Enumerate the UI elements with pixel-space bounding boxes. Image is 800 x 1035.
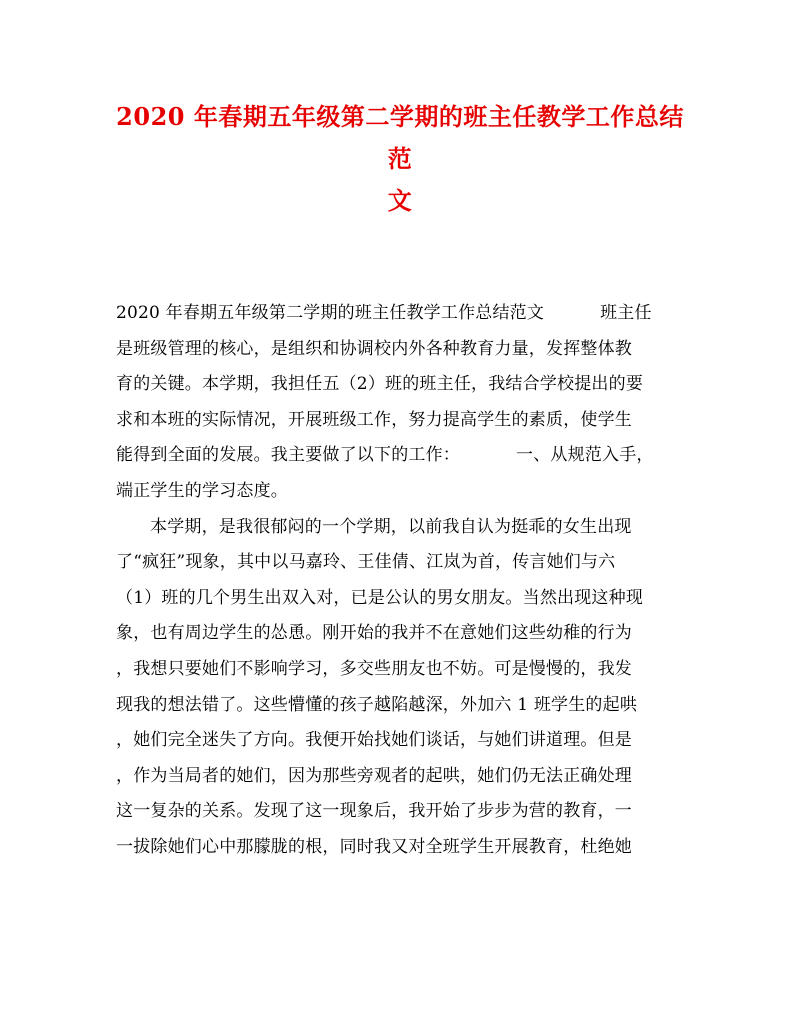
paragraph-2-line: ，我想只要她们不影响学习，多交些朋友也不妨。可是慢慢的，我发 [116,658,632,679]
paragraph-2 [116,510,686,866]
paragraph-1-line-text: 2020 年春期五年级第二学期的班主任教学工作总结范文 [116,303,545,323]
paragraph-2-line: 现我的想法错了。这些懵懂的孩子越陷越深，外加六 1 班学生的起哄 [116,694,638,715]
paragraph-2-line: 象，也有周边学生的怂恿。刚开始的我并不在意她们这些幼稚的行为 [116,623,632,644]
paragraph-1 [116,296,686,510]
paragraph-2-line: ，她们完全迷失了方向。我便开始找她们谈话，与她们讲道理。但是 [116,730,632,751]
paragraph-1-line: 端正学生的学习态度。 [116,480,288,501]
paragraph-1-line-text: 班主任 [600,303,652,323]
paragraph-1-line: 育的关键。本学期，我担任五（2）班的班主任，我结合学校提出的要 [116,374,644,395]
paragraph-1-line [116,296,686,332]
document-body [116,296,686,866]
paragraph-2-line: 本学期，是我很郁闷的一个学期，以前我自认为挺乖的女生出现 [150,516,632,537]
paragraph-2-line: （1）班的几个男生出双入对，已是公认的男女朋友。当然出现这种现 [116,587,644,608]
paragraph-1-line: 求和本班的实际情况，开展班级工作，努力提高学生的素质，使学生 [116,409,632,430]
title-line-2: 文 [387,186,413,215]
paragraph-2-line: ，作为当局者的她们，因为那些旁观者的起哄，她们仍无法正确处理 [116,765,632,786]
paragraph-1-line: 是班级管理的核心，是组织和协调校内外各种教育力量，发挥整体教 [116,338,632,359]
paragraph-2-line: 这一复杂的关系。发现了这一现象后，我开始了步步为营的教育，一 [116,801,632,822]
paragraph-1-line-text: 能得到全面的发展。我主要做了以下的工作： [116,445,460,466]
paragraph-2-line: 一拔除她们心中那朦胧的根，同时我又对全班学生开展教育，杜绝她 [116,836,632,857]
paragraph-1-line-text: 一、从规范入手， [516,445,654,466]
paragraph-1-line [116,438,686,474]
document-title [110,96,690,222]
paragraph-2-line: 了“疯狂”现象，其中以马嘉玲、王佳倩、江岚为首，传言她们与六 [116,552,616,573]
title-line-1: 2020 年春期五年级第二学期的班主任教学工作总结范 [116,102,684,173]
